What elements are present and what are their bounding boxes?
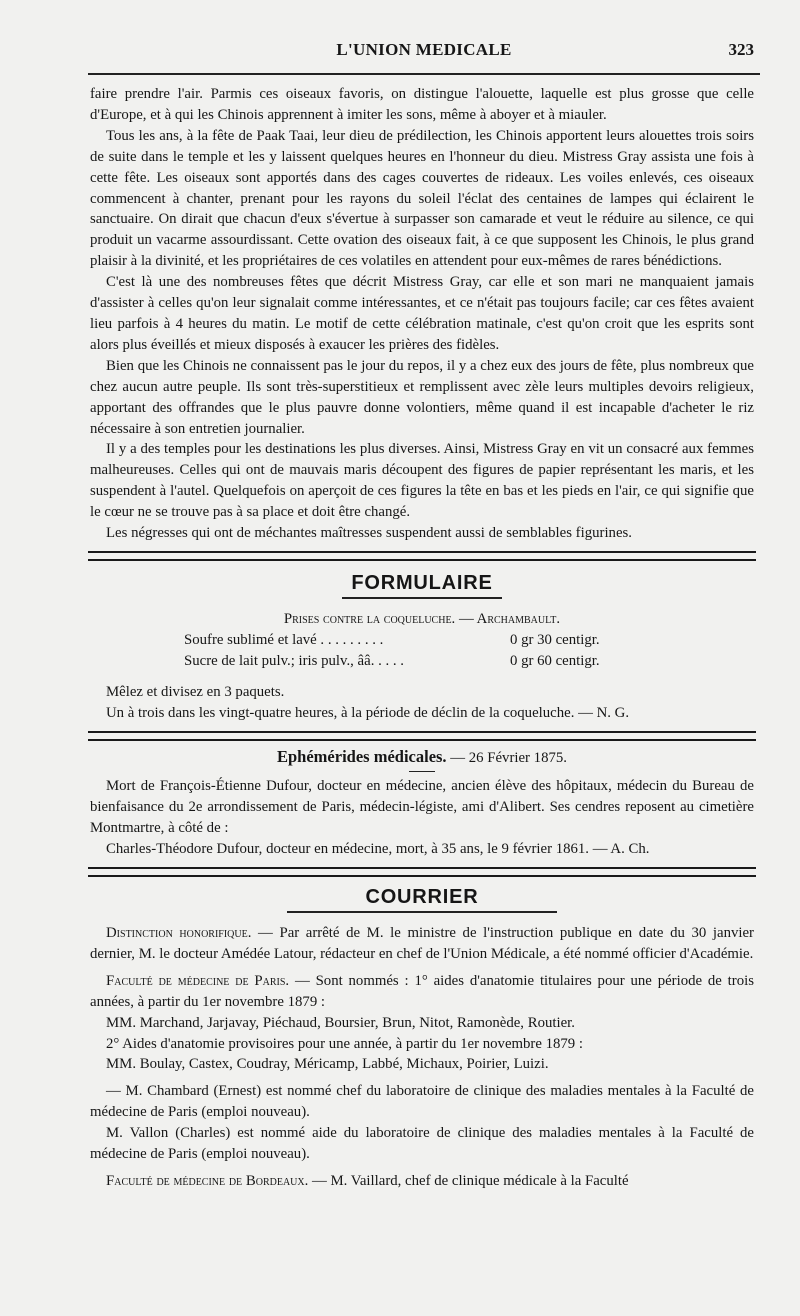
title-underline: [342, 597, 502, 599]
rubric-text: — M. Vaillard, chef de clinique médicale à la Faculté: [308, 1172, 629, 1189]
recipe-ingredient: [90, 651, 754, 672]
rubric-label: Faculté de médecine de Paris.: [106, 972, 290, 989]
paragraph: C'est là une des nombreuses fêtes que décrit Mistress Gray, car elle et son mari ne manquaient jamais d'assister à celles qu'on leur signalait comme intéressantes, et ce n'était pas toujours facile; car ces fêtes avaient lieu parfois à 4 heures du matin. Le motif de cette célébration matinale, c'est qu'on croit que les esprits sont alors plus éveillés et mieux disposés à exaucer les prières des fidèles.: [90, 274, 754, 353]
recipe-title: Prises contre la coqueluche. — Archambault.: [283, 610, 561, 627]
ingredient-qty: 0 gr 30 centigr.: [510, 631, 600, 648]
paragraph: [90, 923, 754, 965]
paragraph: [90, 971, 754, 1013]
section-divider: [88, 867, 756, 877]
section-divider: [88, 551, 756, 561]
paragraph: Les négresses qui ont de méchantes maîtresses suspendent aussi de semblables figurines.: [106, 525, 632, 542]
ephemerides-date: — 26 Février 1875.: [450, 750, 567, 767]
formulaire-section: [90, 571, 754, 724]
short-dash: [409, 771, 435, 772]
rubric-text: — Par arrêté de M. le ministre de l'instruction publique en date du 30 janvier dernier, M. le docteur Amédée Latour, rédacteur en chef de l'Union Médicale, a été nommé officier d'Académie.: [90, 925, 754, 962]
paragraph: Bien que les Chinois ne connaissent pas le jour du repos, il y a chez eux des jours de fête, plus nombreux que chez aucun autre peuple. Ils sont très-superstitieux et remplissent avec zèle leurs multiples devoirs religieux, apportant des offrandes que le plus pauvre donne volontiers, même quand il est incapable d'acheter le riz nécessaire à son entretien journalier.: [90, 357, 754, 437]
recipe-instruction: Un à trois dans les vingt-quatre heures, à la période de déclin de la coqueluche. — N. G.: [106, 704, 630, 721]
page-header: [92, 40, 756, 68]
paragraph: faire prendre l'air. Parmis ces oiseaux favoris, on distingue l'alouette, laquelle est plus grosse que celle d'Europe, et à qui les Chinois apprennent à imiter les sons, même à aboyer et à miauler.: [90, 86, 754, 123]
courrier-section: [90, 885, 754, 1192]
rubric-label: Faculté de médecine de Bordeaux.: [106, 1172, 309, 1189]
page-body: [90, 84, 754, 1192]
paragraph: Charles-Théodore Dufour, docteur en médecine, mort, à 35 ans, le 9 février 1861. — A. Ch.: [106, 841, 650, 858]
section-title-formulaire: FORMULAIRE: [351, 571, 493, 594]
title-underline: [287, 911, 557, 913]
ephemerides-title: Ephémérides médicales.: [277, 747, 447, 767]
section-divider: [88, 731, 756, 741]
rubric-label: Distinction honorifique.: [106, 925, 252, 941]
section-title-courrier: COURRIER: [365, 886, 479, 908]
paragraph: MM. Marchand, Jarjavay, Piéchaud, Boursier, Brun, Nitot, Ramonède, Routier.: [106, 1014, 575, 1031]
recipe-instruction: Mêlez et divisez en 3 paquets.: [106, 683, 285, 700]
article-continuation: [90, 84, 754, 544]
paragraph: M. Vallon (Charles) est nommé aide du laboratoire de clinique des maladies mentales à la Faculté de médecine de Paris (emploi nouveau).: [90, 1125, 754, 1163]
paragraph: Mort de François-Étienne Dufour, docteur en médecine, ancien élève des hôpitaux, médecin du Bureau de bienfaisance du 2e arrondissement de Paris, médecin-légiste, ami d'Alibert. Ses cendres reposent au cimetière Montmartre, à côté de :: [90, 778, 754, 837]
paragraph: MM. Boulay, Castex, Coudray, Méricamp, Labbé, Michaux, Poirier, Luizi.: [106, 1056, 549, 1073]
ingredient-qty: 0 gr 60 centigr.: [510, 652, 600, 669]
ephemerides-section: [90, 747, 754, 860]
running-title: L'UNION MEDICALE: [336, 40, 512, 59]
page-number: 323: [728, 40, 754, 59]
recipe-ingredient: [90, 630, 754, 651]
rubric-text: — Sont nommés : 1° aides d'anatomie titulaires pour une période de trois années, à partir du 1er novembre 1879 :: [90, 972, 754, 1010]
paragraph: 2° Aides d'anatomie provisoires pour une année, à partir du 1er novembre 1879 :: [106, 1035, 584, 1052]
ephemerides-heading: [90, 747, 754, 769]
paragraph: [90, 1171, 754, 1192]
paragraph: — M. Chambard (Ernest) est nommé chef du laboratoire de clinique des maladies mentales à la Faculté de médecine de Paris (emploi nouveau).: [90, 1083, 754, 1121]
header-rule: [88, 73, 760, 75]
ingredient-name: Soufre sublimé et lavé . . . . . . . . .: [184, 631, 384, 648]
paragraph: Il y a des temples pour les destinations les plus diverses. Ainsi, Mistress Gray en vit un consacré aux femmes malheureuses. Celles qui ont de mauvais maris découpent des figures de papier représentant les maris, et les suspendent à l'autel. Quelquefois on aperçoit de ces figures la tête en bas et les pieds en l'air, ce qui signifie que le cœur ne se trouve pas à sa place et doit être changé.: [90, 441, 754, 521]
ingredient-name: Sucre de lait pulv.; iris pulv., ââ. . . . .: [184, 652, 404, 669]
paragraph: Tous les ans, à la fête de Paak Taai, leur dieu de prédilection, les Chinois apportent leurs alouettes trois soirs de suite dans le temple et les y laissent quelques heures en l'honneur du dieu. Mistress Gray assista une fois à cette fête. Les oiseaux sont apportés dans des cages couvertes de rideaux. Les voiles enlevés, ces oiseaux commencent à chanter, prenant pour les rayons du soleil l'éclat des centaines de lampes qui éclairent le sanctuaire. On dirait que chacun d'eux s'évertue à surpasser son camarade et veut le réduire au silence, ce qui produit un vacarme assourdissant. Cette ovation des oiseaux fait, à ce que supposent les Chinois, le plus grand plaisir à la divinité, et les propriétaires de ces volatiles en attendent pour eux-mêmes de rares bénédictions.: [90, 127, 754, 270]
